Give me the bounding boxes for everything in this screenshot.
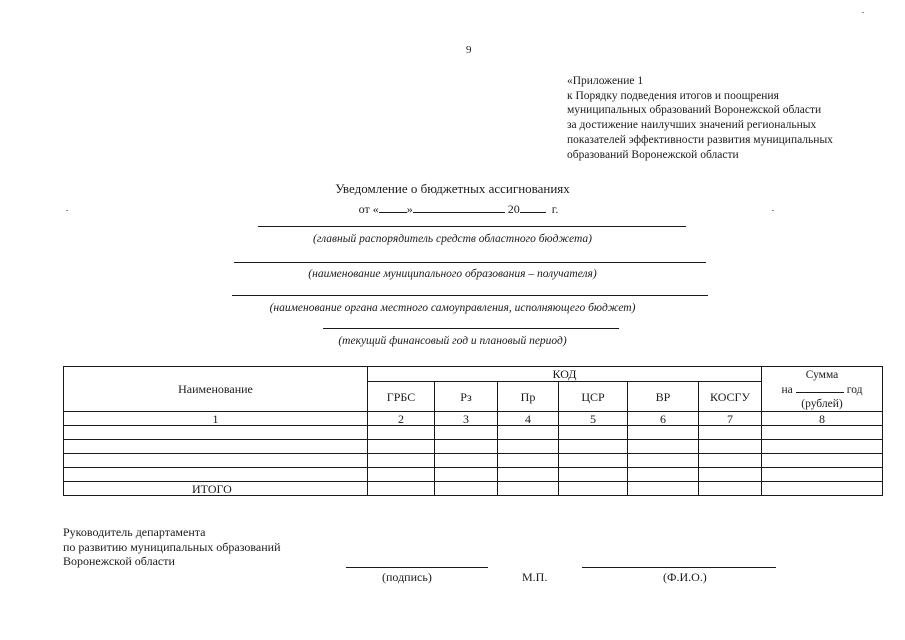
day-blank — [379, 201, 407, 213]
sum-header-period: на год — [781, 383, 863, 396]
sum-year-blank — [796, 382, 844, 393]
year-blank — [520, 201, 546, 213]
code-col-grbs: ГРБС — [368, 382, 435, 412]
sum-header-title: Сумма — [805, 368, 839, 381]
caption-executor: (наименование органа местного самоуправления, исполняющего бюджет) — [269, 302, 636, 314]
date-suffix: г. — [551, 202, 559, 216]
signature-line: Воронежской области — [63, 554, 175, 568]
code-col-vr: ВР — [628, 382, 699, 412]
month-blank — [413, 201, 505, 213]
table-row — [64, 454, 883, 468]
scan-speck — [66, 210, 68, 211]
date-mid: » — [406, 202, 413, 216]
total-label: ИТОГО — [64, 482, 368, 496]
table-row — [64, 468, 883, 482]
signature-block — [63, 525, 281, 569]
column-number: 1 — [64, 412, 368, 426]
appendix-line: образований Воронежской области — [567, 148, 739, 161]
total-row — [64, 482, 883, 496]
code-col-pr: Пр — [498, 382, 559, 412]
code-col-rz: Рз — [435, 382, 498, 412]
distributor-line — [258, 226, 686, 227]
name-header: Наименование — [64, 367, 368, 412]
column-numbers-row — [64, 412, 883, 426]
scan-speck — [862, 12, 864, 13]
column-number: 2 — [368, 412, 435, 426]
column-number: 8 — [762, 412, 883, 426]
signature-line: Руководитель департамента — [63, 525, 206, 539]
column-number: 4 — [498, 412, 559, 426]
executor-line — [232, 295, 708, 296]
code-col-csr: ЦСР — [559, 382, 628, 412]
fio-underline — [582, 567, 776, 568]
appendix-line: за достижение наилучших значений региональных — [567, 119, 817, 132]
page-number: 9 — [466, 44, 472, 56]
appendix-line: «Приложение 1 — [567, 75, 644, 87]
sum-header-units: (рублей) — [801, 397, 843, 410]
date-year-prefix: 20 — [507, 202, 520, 216]
column-number: 7 — [699, 412, 762, 426]
column-number: 3 — [435, 412, 498, 426]
sign-label: (подпись) — [382, 570, 432, 584]
appendix-line: муниципальных образований Воронежской области — [567, 104, 822, 117]
appendix-line: к Порядку подведения итогов и поощрения — [567, 89, 779, 102]
scan-speck — [772, 210, 774, 211]
appendix-line: показателей эффективности развития муниципальных — [567, 133, 833, 146]
date-prefix: от « — [358, 202, 379, 216]
document-title: Уведомление о бюджетных ассигнованиях — [335, 181, 570, 196]
caption-period: (текущий финансовый год и плановый период) — [338, 335, 567, 347]
caption-municipality: (наименование муниципального образования – получателя) — [308, 268, 597, 280]
period-line — [323, 328, 619, 329]
signature-underline — [346, 567, 488, 568]
allocation-table — [63, 366, 883, 496]
column-number: 6 — [628, 412, 699, 426]
municipality-line — [234, 262, 706, 263]
signature-line: по развитию муниципальных образований — [63, 539, 281, 554]
appendix-block — [567, 74, 897, 162]
date-line — [0, 201, 905, 217]
column-number: 5 — [559, 412, 628, 426]
code-header: КОД — [368, 367, 762, 382]
table-row — [64, 426, 883, 440]
code-col-kosgu: КОСГУ — [699, 382, 762, 412]
table-header-row — [64, 367, 883, 382]
stamp-label: М.П. — [522, 570, 548, 584]
caption-distributor: (главный распорядитель средств областного бюджета) — [312, 233, 592, 245]
sum-header — [762, 367, 883, 412]
table-row — [64, 440, 883, 454]
fio-label: (Ф.И.О.) — [663, 570, 707, 584]
